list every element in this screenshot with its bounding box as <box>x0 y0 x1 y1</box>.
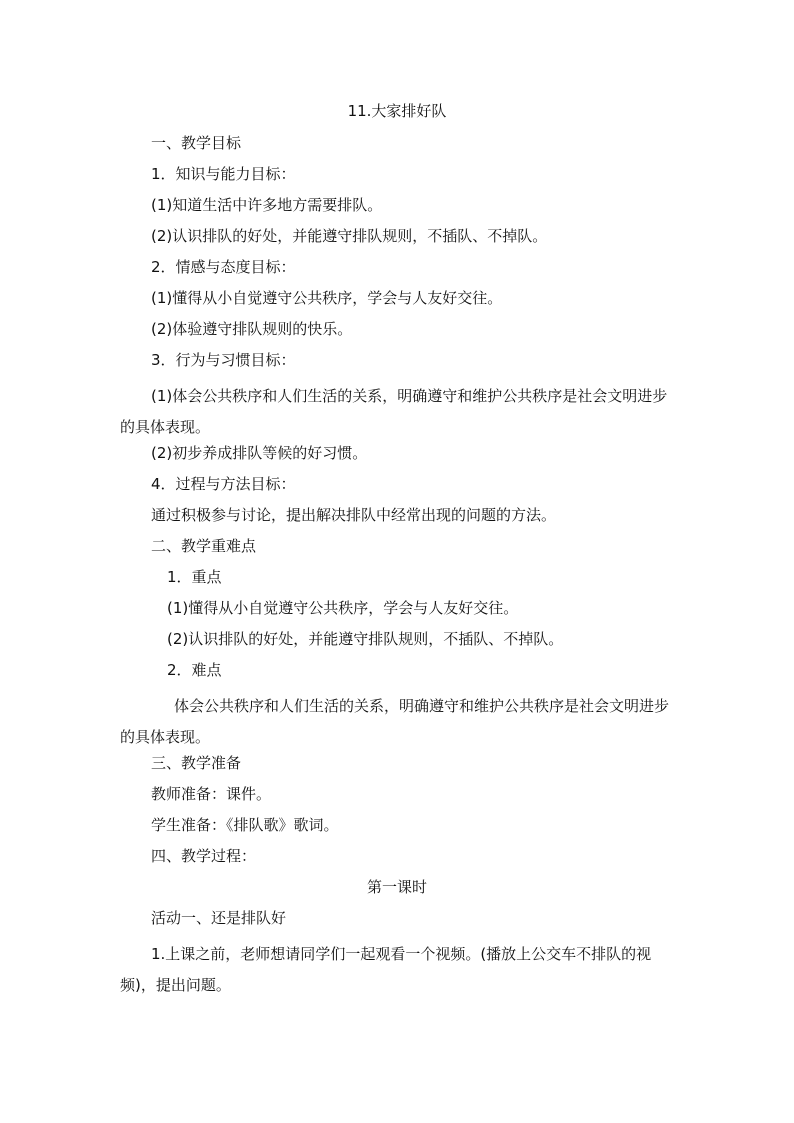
lesson-heading: 第一课时 <box>366 878 427 896</box>
subheading: 活动一、还是排队好 <box>151 909 287 927</box>
subheading: 2．难点 <box>167 661 222 679</box>
paragraph: (1)懂得从小自觉遵守公共秩序，学会与人友好交往。 <box>167 599 519 617</box>
subheading: 1．重点 <box>167 568 222 586</box>
subheading: 4．过程与方法目标： <box>151 475 296 493</box>
paragraph: 教师准备：课件。 <box>151 785 272 803</box>
paragraph: (2)认识排队的好处，并能遵守排队规则，不插队、不掉队。 <box>167 630 564 648</box>
subheading: 1．知识与能力目标： <box>151 165 296 183</box>
paragraph: (1)体会公共秩序和人们生活的关系，明确遵守和维护公共秩序是社会文明进步的具体表现。 <box>120 387 668 436</box>
section-heading: 一、教学目标 <box>151 134 242 152</box>
subheading: 3．行为与习惯目标： <box>151 351 296 369</box>
section-heading: 三、教学准备 <box>151 754 242 772</box>
paragraph: (2)体验遵守排队规则的快乐。 <box>151 320 353 338</box>
paragraph: (2)认识排队的好处，并能遵守排队规则，不插队、不掉队。 <box>151 227 548 245</box>
paragraph: (1)知道生活中许多地方需要排队。 <box>151 196 383 214</box>
paragraph: 体会公共秩序和人们生活的关系，明确遵守和维护公共秩序是社会文明进步的具体表现。 <box>120 697 670 746</box>
paragraph: 通过积极参与讨论，提出解决排队中经常出现的问题的方法。 <box>151 506 557 524</box>
paragraph: (1)懂得从小自觉遵守公共秩序，学会与人友好交往。 <box>151 289 503 307</box>
paragraph: (2)初步养成排队等候的好习惯。 <box>151 444 368 462</box>
doc-title: 11.大家排好队 <box>347 102 447 120</box>
paragraph: 学生准备：《排队歌》歌词。 <box>151 816 339 834</box>
section-heading: 二、教学重难点 <box>151 537 257 555</box>
section-heading: 四、教学过程： <box>151 847 257 865</box>
paragraph: 1.上课之前，老师想请同学们一起观看一个视频。(播放上公交车不排队的视频)，提出问题。 <box>120 945 652 994</box>
subheading: 2．情感与态度目标： <box>151 258 296 276</box>
